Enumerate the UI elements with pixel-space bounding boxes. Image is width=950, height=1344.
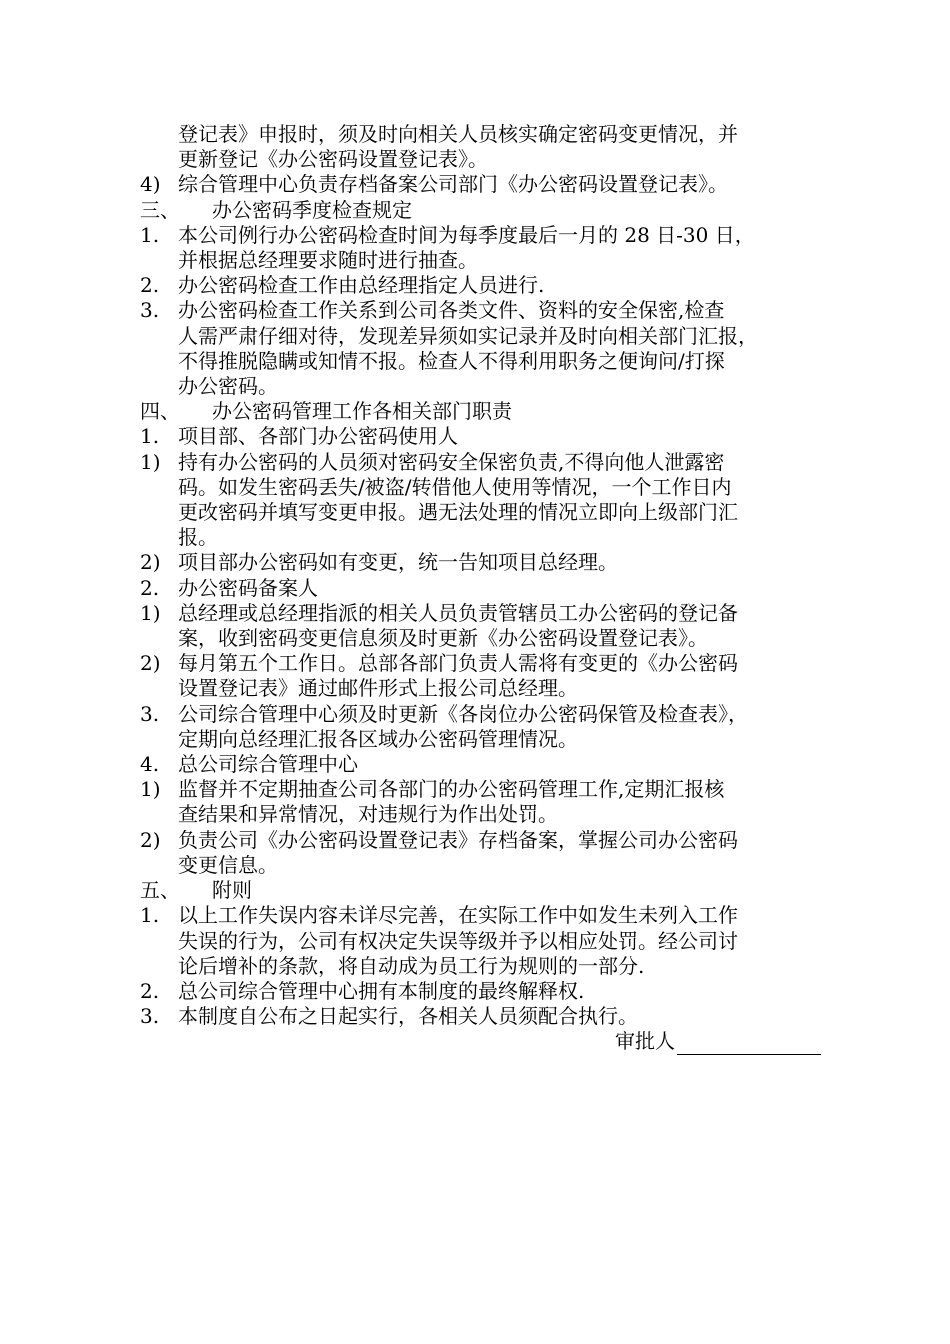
line-text: 监督并不定期抽查公司各部门的办公密码管理工作,定期汇报核 <box>178 777 725 802</box>
item-number <box>140 676 178 701</box>
text-line <box>140 1004 840 1029</box>
signature-blank-line <box>677 1033 821 1055</box>
text-line <box>140 853 840 878</box>
line-text: 综合管理中心负责存档备案公司部门《办公密码设置登记表》。 <box>178 172 728 197</box>
item-number: 1. <box>140 424 160 449</box>
approver-label: 审批人 <box>615 1029 675 1054</box>
approval-signature <box>140 1029 840 1054</box>
line-text: 以上工作失误内容未详尽完善，在实际工作中如发生未列入工作 <box>178 903 738 928</box>
line-text: 人需严肃仔细对待，发现差异须如实记录并及时向相关部门汇报， <box>178 323 758 348</box>
text-line <box>140 172 840 197</box>
line-text: 变更信息。 <box>178 852 278 877</box>
line-text: 本公司例行办公密码检查时间为每季度最后一月的 28 日-30 日， <box>178 222 755 247</box>
item-number: 1) <box>140 777 161 802</box>
text-line <box>140 929 840 954</box>
item-number: 1) <box>140 600 161 625</box>
item-number <box>140 500 178 525</box>
line-text: 并根据总经理要求随时进行抽查。 <box>178 248 478 273</box>
text-line <box>140 903 840 928</box>
item-number <box>140 349 178 374</box>
item-number <box>140 929 178 954</box>
line-text: 更新登记《办公密码设置登记表》。 <box>178 147 488 172</box>
line-text: 设置登记表》通过邮件形式上报公司总经理。 <box>178 676 578 701</box>
item-number: 1. <box>140 903 160 928</box>
item-number: 2) <box>140 550 161 575</box>
text-line <box>140 702 840 727</box>
line-text: 报。 <box>178 525 218 550</box>
document-page <box>140 122 840 1055</box>
text-line <box>140 500 840 525</box>
text-line <box>140 979 840 1004</box>
item-number <box>140 525 178 550</box>
line-text: 持有办公密码的人员须对密码安全保密负责,不得向他人泄露密 <box>178 449 725 474</box>
heading-text: 办公密码管理工作各相关部门职责 <box>212 399 512 424</box>
text-line <box>140 576 840 601</box>
line-text: 本制度自公布之日起实行，各相关人员须配合执行。 <box>178 1004 638 1029</box>
text-line <box>140 248 840 273</box>
item-number: 4. <box>140 752 160 777</box>
document-body <box>140 122 840 1029</box>
line-text: 项目部办公密码如有变更，统一告知项目总经理。 <box>178 550 618 575</box>
text-line <box>140 651 840 676</box>
line-text: 定期向总经理汇报各区域办公密码管理情况。 <box>178 726 578 751</box>
line-text: 负责公司《办公密码设置登记表》存档备案，掌握公司办公密码 <box>178 827 738 852</box>
text-line <box>140 777 840 802</box>
heading-text: 附则 <box>212 878 252 903</box>
text-line <box>140 374 840 399</box>
text-line <box>140 324 840 349</box>
section-heading <box>140 198 840 223</box>
heading-text: 办公密码季度检查规定 <box>212 197 412 222</box>
item-number: 2. <box>140 978 160 1003</box>
text-line <box>140 273 840 298</box>
text-line <box>140 802 840 827</box>
item-number: 2) <box>140 651 161 676</box>
line-text: 办公密码检查工作由总经理指定人员进行. <box>178 273 545 298</box>
item-number <box>140 324 178 349</box>
text-line <box>140 828 840 853</box>
item-number <box>140 475 178 500</box>
item-number: 2) <box>140 827 161 852</box>
item-number <box>140 374 178 399</box>
text-line <box>140 727 840 752</box>
line-text: 办公密码检查工作关系到公司各类文件、资料的安全保密,检查 <box>178 298 725 323</box>
item-number <box>140 802 178 827</box>
item-number: 2. <box>140 575 160 600</box>
line-text: 登记表》申报时，须及时向相关人员核实确定密码变更情况，并 <box>178 122 738 146</box>
item-number: 4) <box>140 172 161 197</box>
text-line <box>140 752 840 777</box>
item-number: 五、 <box>140 878 180 903</box>
line-text: 查结果和异常情况，对违规行为作出处罚。 <box>178 802 558 827</box>
line-text: 论后增补的条款，将自动成为员工行为规则的一部分. <box>178 953 645 978</box>
text-line <box>140 626 840 651</box>
item-number <box>140 248 178 273</box>
item-number: 3. <box>140 1004 160 1029</box>
line-text: 更改密码并填写变更申报。遇无法处理的情况立即向上级部门汇 <box>178 500 738 525</box>
text-line <box>140 475 840 500</box>
line-text: 每月第五个工作日。总部各部门负责人需将有变更的《办公密码 <box>178 651 738 676</box>
item-number: 3. <box>140 298 160 323</box>
line-text: 案，收到密码变更信息须及时更新《办公密码设置登记表》。 <box>178 626 708 651</box>
line-text: 总经理或总经理指派的相关人员负责管辖员工办公密码的登记备 <box>178 600 738 625</box>
item-number: 3. <box>140 701 160 726</box>
text-line <box>140 424 840 449</box>
item-number: 1) <box>140 449 161 474</box>
item-number <box>140 626 178 651</box>
item-number: 1. <box>140 222 160 247</box>
text-line <box>140 550 840 575</box>
item-number <box>140 853 178 878</box>
item-number <box>140 727 178 752</box>
line-text: 项目部、各部门办公密码使用人 <box>178 424 458 449</box>
item-number <box>140 147 178 172</box>
line-text: 总公司综合管理中心 <box>178 752 358 777</box>
line-text: 失误的行为，公司有权决定失误等级并予以相应处罚。经公司讨 <box>178 928 738 953</box>
line-text: 办公密码备案人 <box>178 575 318 600</box>
text-line <box>140 525 840 550</box>
text-line <box>140 122 840 147</box>
line-text: 公司综合管理中心须及时更新《各岗位办公密码保管及检查表》， <box>178 701 748 726</box>
line-text: 办公密码。 <box>178 374 278 399</box>
item-number: 四、 <box>140 399 180 424</box>
item-number <box>140 954 178 979</box>
line-text: 码。如发生密码丢失/被盗/转借他人使用等情况，一个工作日内 <box>178 474 732 499</box>
text-line <box>140 954 840 979</box>
section-heading <box>140 399 840 424</box>
text-line <box>140 349 840 374</box>
text-line <box>140 676 840 701</box>
text-line <box>140 601 840 626</box>
line-text: 不得推脱隐瞒或知情不报。检查人不得利用职务之便询问/打探 <box>178 348 725 373</box>
item-number <box>140 122 178 147</box>
line-text: 总公司综合管理中心拥有本制度的最终解释权. <box>178 978 585 1003</box>
item-number: 三、 <box>140 197 180 222</box>
section-heading <box>140 878 840 903</box>
text-line <box>140 298 840 323</box>
text-line <box>140 223 840 248</box>
item-number: 2. <box>140 273 160 298</box>
text-line <box>140 450 840 475</box>
text-line <box>140 147 840 172</box>
